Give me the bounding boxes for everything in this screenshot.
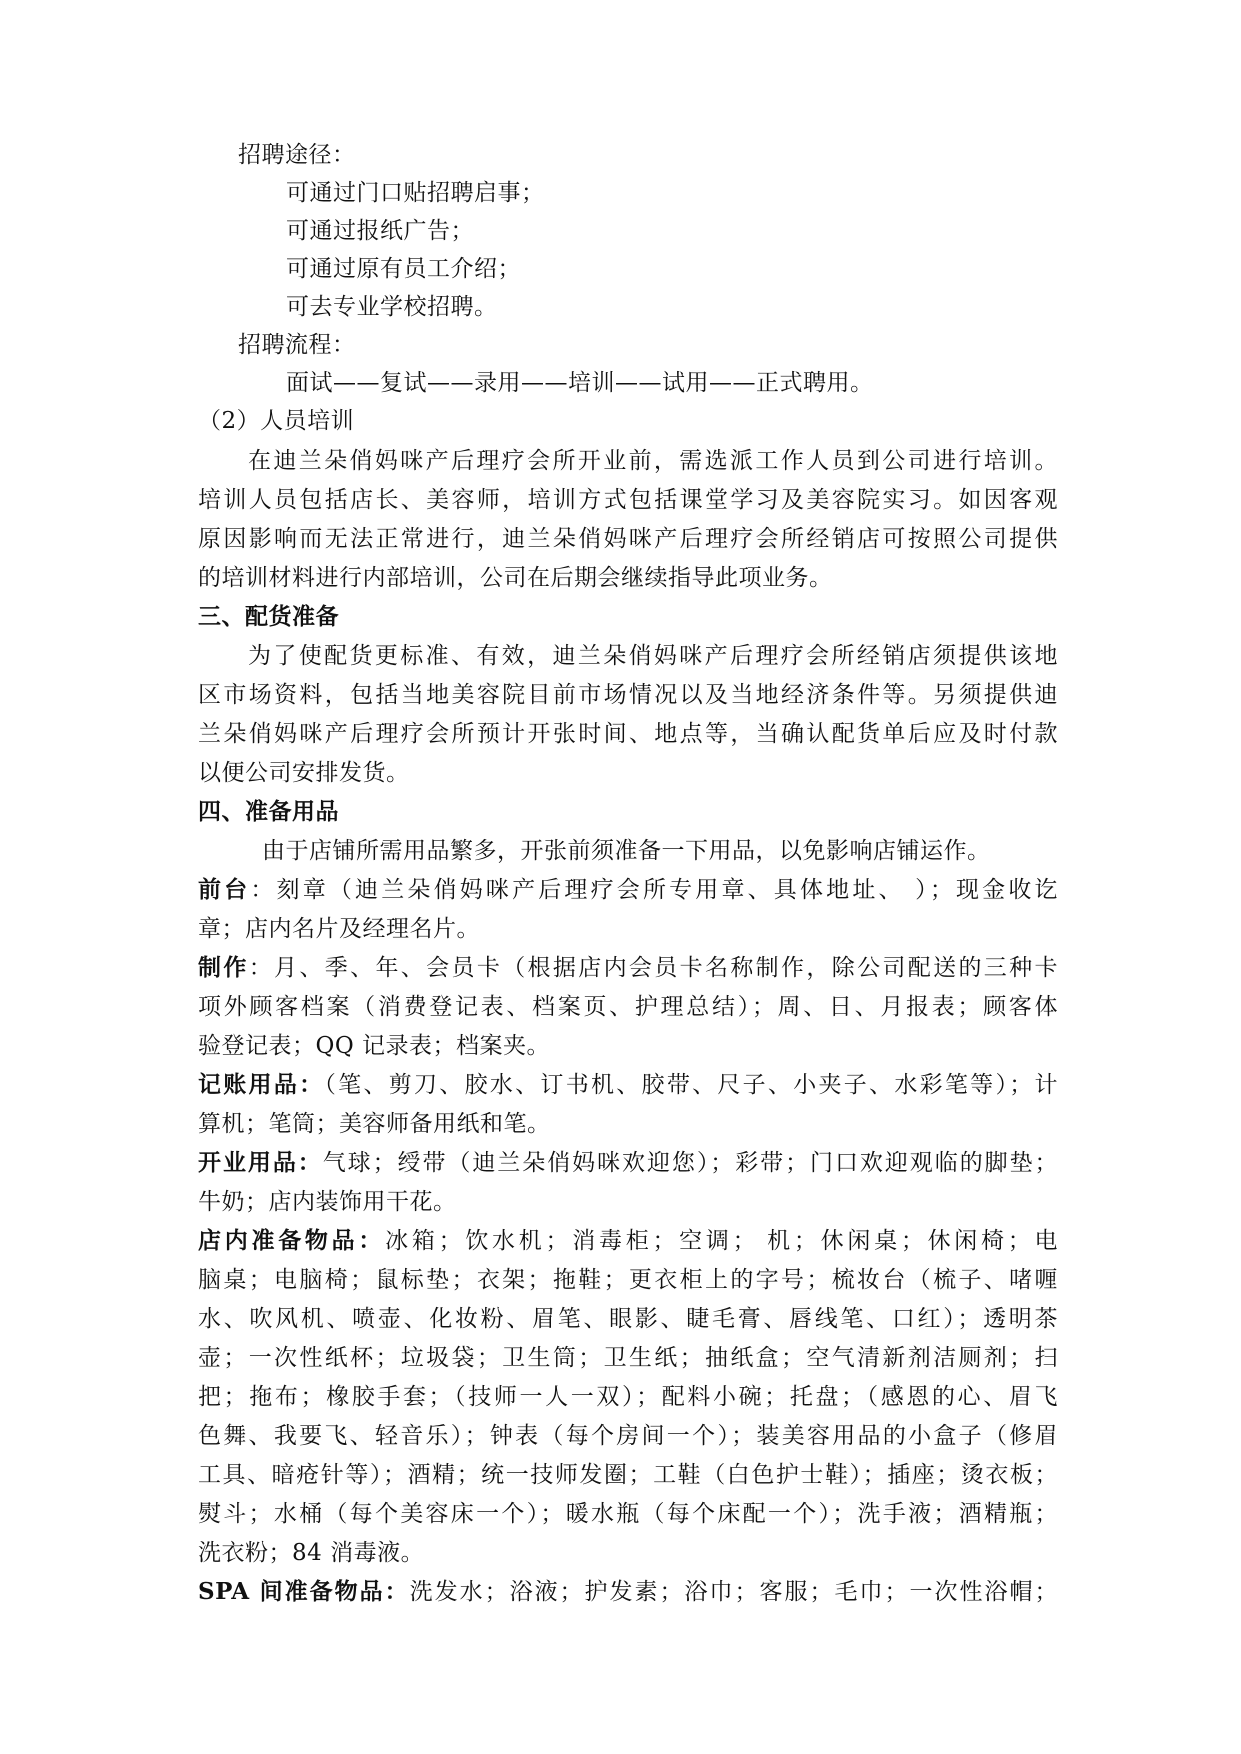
spa-items-label: SPA 间准备物品： bbox=[198, 1578, 410, 1605]
recruit-channel-item: 可通过门口贴招聘启事； bbox=[286, 180, 545, 206]
paragraph-line: 兰朵俏妈咪产后理疗会所预计开张时间、地点等，当确认配货单后应及时付款 bbox=[198, 721, 1058, 747]
paragraph-line: 区市场资料，包括当地美容院目前市场情况以及当地经济条件等。另须提供迪 bbox=[198, 682, 1058, 708]
paragraph-line: 培训人员包括店长、美容师，培训方式包括课堂学习及美容院实习。如因客观 bbox=[198, 487, 1058, 513]
front-desk-text: ：刻章（迪兰朵俏妈咪产后理疗会所专用章、具体地址、 ）；现金收讫 bbox=[250, 877, 1059, 903]
front-desk-line: 章；店内名片及经理名片。 bbox=[198, 916, 480, 942]
store-items-line: 壶；一次性纸杯；垃圾袋；卫生筒；卫生纸；抽纸盒；空气清新剂洁厕剂；扫 bbox=[198, 1345, 1058, 1371]
store-items-line bbox=[198, 1226, 1058, 1256]
recruit-process-steps: 面试——复试——录用——培训——试用——正式聘用。 bbox=[286, 370, 874, 396]
spa-items-line bbox=[198, 1577, 1058, 1607]
paragraph-line: 由于店铺所需用品繁多，开张前须准备一下用品，以免影响店铺运作。 bbox=[262, 838, 991, 864]
paragraph-line: 的培训材料进行内部培训，公司在后期会继续指导此项业务。 bbox=[198, 565, 833, 591]
recruit-channel-item: 可去专业学校招聘。 bbox=[286, 294, 498, 320]
section-heading-distribution: 三、配货准备 bbox=[198, 603, 339, 630]
opening-supplies-line: 牛奶；店内装饰用干花。 bbox=[198, 1189, 457, 1215]
spa-items-text: 洗发水；浴液；护发素；浴巾；客服；毛巾；一次性浴帽； bbox=[409, 1579, 1059, 1605]
recruit-channel-item: 可通过报纸广告； bbox=[286, 218, 474, 244]
recruit-process-heading: 招聘流程： bbox=[238, 332, 356, 358]
accounting-supplies-line: 算机；笔筒；美容师备用纸和笔。 bbox=[198, 1111, 551, 1137]
paragraph-line: 在迪兰朵俏妈咪产后理疗会所开业前，需选派工作人员到公司进行培训。 bbox=[248, 448, 1058, 474]
paragraph-line: 以便公司安排发货。 bbox=[198, 760, 410, 786]
store-items-line: 水、吹风机、喷壶、化妆粉、眉笔、眼影、睫毛膏、唇线笔、口红）；透明茶 bbox=[198, 1306, 1058, 1332]
store-items-line: 脑桌；电脑椅；鼠标垫；衣架；拖鞋；更衣柜上的字号；梳妆台（梳子、啫喱 bbox=[198, 1267, 1058, 1293]
front-desk-label: 前台 bbox=[198, 876, 251, 903]
accounting-supplies-line bbox=[198, 1070, 1058, 1100]
production-line: 验登记表；QQ 记录表；档案夹。 bbox=[198, 1033, 551, 1059]
section-heading-supplies: 四、准备用品 bbox=[198, 798, 339, 825]
paragraph-line: 为了使配货更标准、有效，迪兰朵俏妈咪产后理疗会所经销店须提供该地 bbox=[248, 643, 1058, 669]
store-items-label: 店内准备物品： bbox=[198, 1227, 386, 1254]
production-text: ：月、季、年、会员卡（根据店内会员卡名称制作，除公司配送的三种卡 bbox=[248, 955, 1059, 981]
store-items-line: 熨斗；水桶（每个美容床一个）；暖水瓶（每个床配一个）；洗手液；酒精瓶； bbox=[198, 1501, 1058, 1527]
store-items-text: 冰箱；饮水机；消毒柜；空调； 机；休闲桌；休闲椅；电 bbox=[385, 1228, 1059, 1254]
store-items-line: 把；拖布；橡胶手套；（技师一人一双）；配料小碗；托盘；（感恩的心、眉飞 bbox=[198, 1384, 1058, 1410]
store-items-line: 工具、暗疮针等）；酒精；统一技师发圈；工鞋（白色护士鞋）；插座；烫衣板； bbox=[198, 1462, 1058, 1488]
production-label: 制作 bbox=[198, 954, 249, 981]
recruit-channel-heading: 招聘途径： bbox=[238, 142, 356, 168]
accounting-supplies-label: 记账用品： bbox=[198, 1071, 325, 1098]
production-line: 项外顾客档案（消费登记表、档案页、护理总结）；周、日、月报表；顾客体 bbox=[198, 994, 1058, 1020]
production-line bbox=[198, 953, 1058, 983]
recruit-channel-item: 可通过原有员工介绍； bbox=[286, 256, 521, 282]
section-title-training: （2）人员培训 bbox=[198, 408, 355, 434]
front-desk-line bbox=[198, 875, 1058, 905]
opening-supplies-text: 气球；绶带（迪兰朵俏妈咪欢迎您）；彩带；门口欢迎观临的脚垫； bbox=[322, 1150, 1059, 1176]
store-items-line: 色舞、我要飞、轻音乐）；钟表（每个房间一个）；装美容用品的小盒子（修眉 bbox=[198, 1423, 1058, 1449]
accounting-supplies-text: （笔、剪刀、胶水、订书机、胶带、尺子、小夹子、水彩笔等）；计 bbox=[324, 1072, 1059, 1098]
opening-supplies-label: 开业用品： bbox=[198, 1149, 323, 1176]
paragraph-line: 原因影响而无法正常进行，迪兰朵俏妈咪产后理疗会所经销店可按照公司提供 bbox=[198, 526, 1058, 552]
opening-supplies-line bbox=[198, 1148, 1058, 1178]
store-items-line: 洗衣粉；84 消毒液。 bbox=[198, 1540, 425, 1566]
